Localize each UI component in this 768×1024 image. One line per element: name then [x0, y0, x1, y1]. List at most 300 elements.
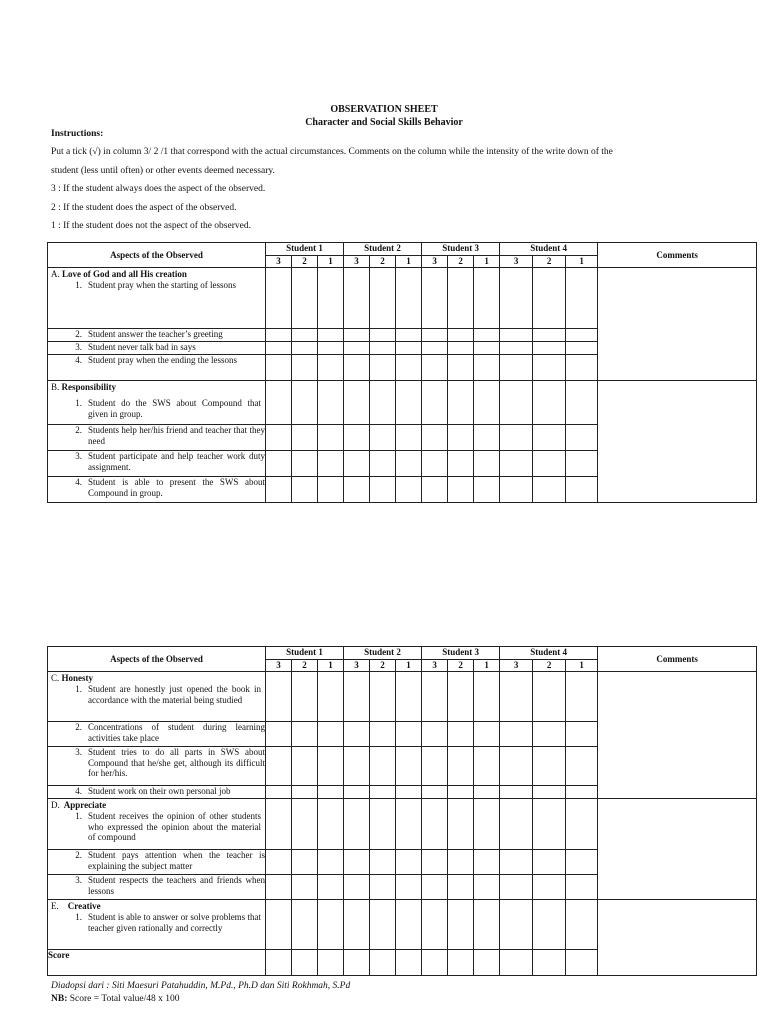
score-cell[interactable] — [292, 268, 318, 329]
score-cell[interactable] — [292, 722, 318, 747]
score-cell[interactable] — [396, 875, 422, 900]
list-item — [48, 392, 265, 420]
score-cell[interactable] — [533, 900, 566, 950]
score-cell[interactable] — [344, 477, 370, 503]
score-cell[interactable] — [500, 799, 533, 850]
item-text: Student answer the teacher’s greeting — [88, 329, 223, 339]
comments-cell[interactable] — [598, 900, 757, 976]
score-cell[interactable] — [318, 355, 344, 381]
score-cell[interactable] — [292, 786, 318, 799]
score-label: Score — [48, 950, 266, 976]
score-cell[interactable] — [448, 672, 474, 722]
score-2-header: 2 — [292, 660, 318, 672]
comments-cell[interactable] — [598, 672, 757, 799]
section-e-cell — [48, 900, 266, 950]
score-cell[interactable] — [266, 722, 292, 747]
score-cell[interactable] — [370, 900, 396, 950]
score-cell[interactable] — [533, 268, 566, 329]
score-cell[interactable] — [533, 381, 566, 425]
item-text: Students help her/his friend and teacher that they need — [88, 425, 265, 446]
score-cell[interactable] — [370, 268, 396, 329]
score-cell[interactable] — [566, 799, 598, 850]
score-cell[interactable] — [448, 747, 474, 786]
item-number: 3. — [75, 875, 82, 885]
score-cell[interactable] — [533, 425, 566, 451]
score-cell[interactable] — [266, 381, 292, 425]
instructions-title: Instructions: — [51, 129, 104, 139]
score-cell[interactable] — [422, 722, 448, 747]
score-cell[interactable] — [266, 950, 292, 976]
section-b-cell — [48, 381, 266, 425]
list-item — [48, 722, 266, 747]
score-cell[interactable] — [344, 850, 370, 875]
section-b-heading — [48, 381, 265, 392]
item-text: Student is able to present the SWS about Compound in group. — [88, 477, 265, 498]
score-cell[interactable] — [292, 875, 318, 900]
list-item — [48, 850, 266, 875]
list-item — [48, 451, 266, 477]
score-cell[interactable] — [474, 900, 500, 950]
item-text: Student tries to do all parts in SWS about Compound that he/she get, although its difficult for her/his. — [88, 747, 265, 778]
section-letter: A. — [51, 269, 60, 279]
score-cell[interactable] — [566, 425, 598, 451]
score-cell[interactable] — [448, 355, 474, 381]
score-cell[interactable] — [422, 451, 448, 477]
score-cell[interactable] — [474, 342, 500, 355]
score-cell[interactable] — [474, 268, 500, 329]
section-title: Creative — [67, 901, 101, 911]
score-cell[interactable] — [344, 355, 370, 381]
score-cell[interactable] — [474, 477, 500, 503]
score-cell[interactable] — [422, 850, 448, 875]
score-cell[interactable] — [533, 950, 566, 976]
aspects-header: Aspects of the Observed — [48, 647, 266, 672]
score-cell[interactable] — [344, 451, 370, 477]
score-1-header: 1 — [396, 256, 422, 268]
score-cell[interactable] — [474, 425, 500, 451]
score-cell[interactable] — [422, 477, 448, 503]
score-cell[interactable] — [448, 799, 474, 850]
item-number: 2. — [75, 722, 82, 732]
score-cell[interactable] — [566, 342, 598, 355]
item-number: 2. — [75, 425, 82, 435]
score-cell[interactable] — [344, 747, 370, 786]
list-item — [48, 425, 266, 451]
score-cell[interactable] — [448, 425, 474, 451]
score-cell[interactable] — [370, 381, 396, 425]
score-cell[interactable] — [370, 342, 396, 355]
item-text: Student work on their own personal job — [88, 786, 231, 796]
score-cell[interactable] — [422, 950, 448, 976]
item-text: Concentrations of student during learning activities take place — [88, 722, 265, 743]
score-cell[interactable] — [292, 799, 318, 850]
score-cell[interactable] — [266, 900, 292, 950]
score-cell[interactable] — [318, 786, 344, 799]
score-cell[interactable] — [533, 342, 566, 355]
item-text: Student pays attention when the teacher is explaining the subject matter — [88, 850, 265, 871]
list-item — [48, 355, 266, 381]
score-cell[interactable] — [318, 268, 344, 329]
score-cell[interactable] — [566, 672, 598, 722]
section-d-heading — [48, 799, 265, 810]
score-cell[interactable] — [533, 329, 566, 342]
score-cell[interactable] — [533, 722, 566, 747]
score-cell[interactable] — [318, 425, 344, 451]
section-d-cell — [48, 799, 266, 850]
item-text: Student receives the opinion of other students who expressed the opinion about the material of compound — [88, 811, 261, 842]
score-cell[interactable] — [344, 425, 370, 451]
scale-1-description: 1 : If the student does not the aspect of the observed. — [51, 221, 251, 231]
score-cell[interactable] — [318, 747, 344, 786]
instructions-line-2: student (less until often) or other events deemed necessary. — [51, 165, 275, 176]
score-cell[interactable] — [370, 425, 396, 451]
section-letter: B. — [51, 382, 60, 392]
score-cell[interactable] — [500, 722, 533, 747]
score-cell[interactable] — [566, 268, 598, 329]
student-2-header: Student 2 — [344, 243, 422, 256]
score-cell[interactable] — [474, 875, 500, 900]
score-cell[interactable] — [474, 672, 500, 722]
student-1-header: Student 1 — [266, 647, 344, 660]
section-letter: D. — [51, 800, 60, 810]
score-cell[interactable] — [566, 786, 598, 799]
score-cell[interactable] — [344, 268, 370, 329]
score-cell[interactable] — [396, 381, 422, 425]
list-item — [48, 786, 266, 799]
score-cell[interactable] — [318, 477, 344, 503]
score-2-header: 2 — [370, 660, 396, 672]
page-subtitle: Character and Social Skills Behavior — [305, 117, 463, 128]
instructions-line-1: Put a tick (√) in column 3/ 2 /1 that correspond with the actual circumstances. Comments on the column while the intensity of the write down of the — [51, 147, 613, 157]
score-cell[interactable] — [500, 672, 533, 722]
comments-cell[interactable] — [598, 381, 757, 503]
score-cell[interactable] — [474, 722, 500, 747]
comments-cell[interactable] — [598, 268, 757, 381]
item-number: 1. — [75, 811, 82, 821]
score-cell[interactable] — [448, 451, 474, 477]
score-cell[interactable] — [318, 850, 344, 875]
section-a-heading — [48, 268, 265, 279]
score-cell[interactable] — [533, 355, 566, 381]
item-text: Student participate and help teacher work duty assignment. — [88, 451, 265, 472]
score-cell[interactable] — [533, 850, 566, 875]
score-cell[interactable] — [422, 875, 448, 900]
score-cell[interactable] — [266, 329, 292, 342]
score-cell[interactable] — [566, 747, 598, 786]
score-cell[interactable] — [422, 747, 448, 786]
score-cell[interactable] — [448, 786, 474, 799]
score-cell[interactable] — [566, 875, 598, 900]
score-cell[interactable] — [566, 850, 598, 875]
aspects-header: Aspects of the Observed — [48, 243, 266, 268]
score-cell[interactable] — [370, 799, 396, 850]
score-cell[interactable] — [396, 451, 422, 477]
score-2-header: 2 — [448, 256, 474, 268]
score-cell[interactable] — [370, 722, 396, 747]
score-cell[interactable] — [396, 786, 422, 799]
score-cell[interactable] — [266, 477, 292, 503]
score-cell[interactable] — [533, 477, 566, 503]
score-cell[interactable] — [370, 850, 396, 875]
score-cell[interactable] — [318, 451, 344, 477]
item-text: Student is able to answer or solve problems that teacher given rationally and correctly — [88, 912, 261, 933]
score-cell[interactable] — [422, 381, 448, 425]
score-cell[interactable] — [292, 672, 318, 722]
score-cell[interactable] — [396, 722, 422, 747]
score-cell[interactable] — [533, 786, 566, 799]
score-cell[interactable] — [422, 355, 448, 381]
score-cell[interactable] — [566, 329, 598, 342]
source-note: Diadopsi dari : Siti Maesuri Patahuddin, M.Pd., Ph.D dan Siti Rokhmah, S.Pd — [51, 981, 351, 991]
section-letter: C. — [51, 673, 60, 683]
score-cell[interactable] — [500, 477, 533, 503]
score-cell[interactable] — [500, 268, 533, 329]
score-2-header: 2 — [533, 256, 566, 268]
item-number: 1. — [75, 398, 82, 408]
score-cell[interactable] — [344, 900, 370, 950]
score-cell[interactable] — [474, 355, 500, 381]
score-cell[interactable] — [448, 850, 474, 875]
score-cell[interactable] — [370, 329, 396, 342]
score-cell[interactable] — [266, 875, 292, 900]
score-cell[interactable] — [474, 786, 500, 799]
student-4-header: Student 4 — [500, 647, 598, 660]
score-cell[interactable] — [266, 850, 292, 875]
score-cell[interactable] — [500, 900, 533, 950]
score-cell[interactable] — [370, 451, 396, 477]
score-1-header: 1 — [566, 660, 598, 672]
score-cell[interactable] — [422, 342, 448, 355]
score-cell[interactable] — [474, 799, 500, 850]
footer — [51, 980, 350, 1006]
score-cell[interactable] — [292, 381, 318, 425]
section-title: Honesty — [61, 673, 94, 683]
list-item — [48, 279, 265, 292]
score-cell[interactable] — [422, 786, 448, 799]
score-cell[interactable] — [500, 329, 533, 342]
section-e-heading — [48, 900, 265, 911]
score-cell[interactable] — [448, 268, 474, 329]
section-title: Love of God and all His creation — [62, 269, 187, 279]
score-cell[interactable] — [292, 355, 318, 381]
score-cell[interactable] — [566, 381, 598, 425]
score-cell[interactable] — [292, 900, 318, 950]
score-cell[interactable] — [500, 950, 533, 976]
score-cell[interactable] — [533, 747, 566, 786]
score-cell[interactable] — [292, 329, 318, 342]
score-cell[interactable] — [370, 355, 396, 381]
score-cell[interactable] — [370, 477, 396, 503]
comments-cell[interactable] — [598, 799, 757, 900]
score-cell[interactable] — [396, 950, 422, 976]
score-cell[interactable] — [448, 950, 474, 976]
score-cell[interactable] — [396, 672, 422, 722]
score-cell[interactable] — [292, 425, 318, 451]
score-cell[interactable] — [448, 722, 474, 747]
score-cell[interactable] — [266, 799, 292, 850]
score-cell[interactable] — [292, 950, 318, 976]
score-cell[interactable] — [396, 799, 422, 850]
score-cell[interactable] — [344, 381, 370, 425]
nb-label: NB: — [51, 994, 68, 1004]
score-cell[interactable] — [422, 329, 448, 342]
item-text: Student never talk bad in says — [88, 342, 196, 352]
score-cell[interactable] — [422, 900, 448, 950]
score-cell[interactable] — [500, 425, 533, 451]
score-cell[interactable] — [474, 451, 500, 477]
score-cell[interactable] — [292, 477, 318, 503]
score-cell[interactable] — [448, 342, 474, 355]
score-cell[interactable] — [566, 451, 598, 477]
score-cell[interactable] — [500, 381, 533, 425]
score-cell[interactable] — [318, 722, 344, 747]
student-3-header: Student 3 — [422, 243, 500, 256]
score-cell[interactable] — [500, 747, 533, 786]
score-cell[interactable] — [474, 329, 500, 342]
score-cell[interactable] — [344, 875, 370, 900]
score-cell[interactable] — [370, 672, 396, 722]
score-cell[interactable] — [566, 900, 598, 950]
score-cell[interactable] — [566, 722, 598, 747]
score-cell[interactable] — [566, 477, 598, 503]
score-cell[interactable] — [533, 799, 566, 850]
student-4-header: Student 4 — [500, 243, 598, 256]
score-cell[interactable] — [344, 722, 370, 747]
score-cell[interactable] — [422, 425, 448, 451]
section-c-heading — [48, 672, 265, 683]
score-cell[interactable] — [318, 950, 344, 976]
score-cell[interactable] — [266, 342, 292, 355]
score-3-header: 3 — [422, 256, 448, 268]
item-text: Student respects the teachers and friends when lessons — [88, 875, 265, 896]
list-item — [48, 342, 266, 355]
list-item — [48, 477, 266, 503]
score-cell[interactable] — [422, 799, 448, 850]
score-cell[interactable] — [422, 268, 448, 329]
score-cell[interactable] — [318, 381, 344, 425]
score-cell[interactable] — [318, 672, 344, 722]
comments-header: Comments — [598, 243, 757, 268]
score-cell[interactable] — [500, 355, 533, 381]
score-cell[interactable] — [396, 900, 422, 950]
score-cell[interactable] — [266, 672, 292, 722]
item-text: Student are honestly just opened the book in accordance with the material being studied — [88, 684, 261, 705]
item-number: 2. — [75, 850, 82, 860]
score-cell[interactable] — [448, 477, 474, 503]
score-cell[interactable] — [396, 268, 422, 329]
score-cell[interactable] — [448, 381, 474, 425]
score-cell[interactable] — [318, 875, 344, 900]
score-cell[interactable] — [474, 381, 500, 425]
score-cell[interactable] — [500, 342, 533, 355]
score-formula-note — [51, 993, 350, 1006]
score-cell[interactable] — [344, 672, 370, 722]
score-cell[interactable] — [370, 786, 396, 799]
section-a-cell — [48, 268, 266, 329]
score-cell[interactable] — [318, 900, 344, 950]
score-cell[interactable] — [500, 875, 533, 900]
item-number: 3. — [75, 342, 82, 352]
score-cell[interactable] — [474, 950, 500, 976]
score-cell[interactable] — [500, 451, 533, 477]
list-item — [48, 911, 265, 934]
item-number: 4. — [75, 786, 82, 796]
score-1-header: 1 — [318, 660, 344, 672]
score-cell[interactable] — [500, 850, 533, 875]
score-cell[interactable] — [266, 355, 292, 381]
score-cell[interactable] — [396, 355, 422, 381]
score-cell[interactable] — [396, 342, 422, 355]
score-cell[interactable] — [266, 425, 292, 451]
score-cell[interactable] — [396, 747, 422, 786]
item-number: 1. — [75, 280, 82, 290]
score-cell[interactable] — [448, 900, 474, 950]
section-title: Responsibility — [61, 382, 117, 392]
score-cell[interactable] — [396, 329, 422, 342]
score-3-header: 3 — [344, 256, 370, 268]
score-cell[interactable] — [266, 268, 292, 329]
nb-text: Score = Total value/48 x 100 — [67, 994, 180, 1004]
score-cell[interactable] — [474, 747, 500, 786]
section-title: Appreciate — [63, 800, 107, 810]
student-3-header: Student 3 — [422, 647, 500, 660]
score-cell[interactable] — [533, 672, 566, 722]
score-cell[interactable] — [533, 875, 566, 900]
score-cell[interactable] — [318, 799, 344, 850]
score-cell[interactable] — [266, 747, 292, 786]
score-cell[interactable] — [344, 799, 370, 850]
score-cell[interactable] — [292, 747, 318, 786]
score-cell[interactable] — [344, 950, 370, 976]
score-cell[interactable] — [396, 425, 422, 451]
page-title: OBSERVATION SHEET — [330, 104, 438, 115]
item-number: 4. — [75, 477, 82, 487]
item-number: 3. — [75, 747, 82, 757]
score-cell[interactable] — [344, 786, 370, 799]
score-cell[interactable] — [318, 329, 344, 342]
score-cell[interactable] — [370, 875, 396, 900]
score-cell[interactable] — [396, 477, 422, 503]
score-1-header: 1 — [396, 660, 422, 672]
score-cell[interactable] — [344, 329, 370, 342]
score-1-header: 1 — [566, 256, 598, 268]
score-cell[interactable] — [566, 355, 598, 381]
score-cell[interactable] — [292, 342, 318, 355]
score-cell[interactable] — [396, 850, 422, 875]
score-3-header: 3 — [266, 256, 292, 268]
score-cell[interactable] — [266, 451, 292, 477]
item-number: 3. — [75, 451, 82, 461]
score-cell[interactable] — [533, 451, 566, 477]
score-3-header: 3 — [266, 660, 292, 672]
score-cell[interactable] — [448, 875, 474, 900]
score-cell[interactable] — [448, 329, 474, 342]
score-cell[interactable] — [370, 747, 396, 786]
score-cell[interactable] — [566, 950, 598, 976]
score-cell[interactable] — [266, 786, 292, 799]
score-cell[interactable] — [474, 850, 500, 875]
score-cell[interactable] — [292, 451, 318, 477]
score-cell[interactable] — [344, 342, 370, 355]
observation-table-1 — [47, 242, 757, 503]
score-cell[interactable] — [318, 342, 344, 355]
comments-header: Comments — [598, 647, 757, 672]
score-cell[interactable] — [292, 850, 318, 875]
score-cell[interactable] — [500, 786, 533, 799]
score-cell[interactable] — [422, 672, 448, 722]
score-cell[interactable] — [370, 950, 396, 976]
instructions-block — [51, 125, 721, 236]
